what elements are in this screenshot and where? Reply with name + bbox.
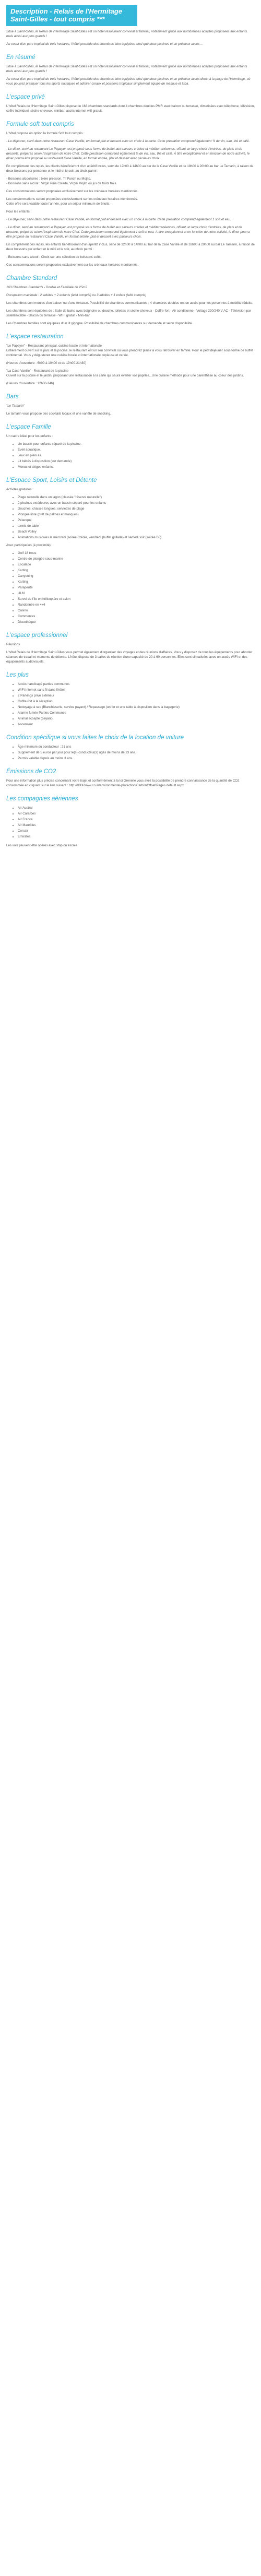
- chambre-paragraph: Les chambres sont munies d'un balcon ou d'une terrasse. Possibilité de chambres communicantes ; 4 chambres doubles ont un accès pour les personnes à mobilité réduite.: [6, 301, 253, 305]
- formule-paragraph: Ces consommations seront proposées exclusivement sur les créneaux horaires mentionnés.: [6, 190, 139, 193]
- section-bars: [6, 393, 255, 416]
- list-item: • Jeux en plein air.: [18, 453, 255, 458]
- list-item: • ULM: [18, 591, 255, 596]
- list-item: • Accès handicapé parties communes: [18, 682, 255, 687]
- list-item: • Golf 18 trous: [18, 551, 255, 556]
- list-item: • Canyoning: [18, 574, 255, 578]
- section-title-restauration: L'espace restauration: [6, 334, 64, 340]
- sport-intro-2: Avec participation (à proximité) :: [6, 543, 53, 547]
- famille-intro: Un cadre idéal pour les enfants :: [6, 434, 53, 438]
- list-item: • Coffre-fort à la réception: [18, 699, 255, 704]
- list-item: • Douches, chaises longues, serviettes de plage: [18, 506, 255, 511]
- section-title-resume: En résumé: [6, 54, 35, 61]
- co2-paragraph: Pour une information plus précise concernant votre trajet et conformément à la loi Grenelle vous avez la possibilité de prendre connaissance de la quantité de CO2 consommée en cliquant sur le lien suivant : http://XXX/www.co.in/environmental-protection/CarbonOffset/Pages default.aspx: [6, 779, 240, 787]
- section-espace-prive: [6, 93, 255, 113]
- list-item: • Pétanque: [18, 518, 255, 523]
- resto-paragraph: "La Case Vanille" - Restaurant de la piscine: [6, 369, 69, 373]
- list-item: • Plage naturelle dans un lagon (classée "réserve naturelle"): [18, 495, 255, 500]
- resto-paragraph: Entièrement ouvert sur le parc et la piscine, le restaurant est un lieu convivial où vous prendrez plaisir à vous retrouver en famille. Pour le petit déjeuner sous forme de buffet continental. Vous y dégusterez une cuisine locale et internationale copieuse et variée.: [6, 349, 253, 357]
- list-item: • Karting: [18, 580, 255, 584]
- sport-free-list: [6, 495, 255, 540]
- formule-paragraph: Ces consommations seront proposées exclusivement sur les créneaux horaires mentionnés.: [6, 263, 139, 267]
- pro-paragraph: Réunions: [6, 643, 20, 646]
- list-item: • Beach Volley: [18, 529, 255, 534]
- section-condition: [6, 734, 255, 761]
- list-item: • Air Caraïbes: [18, 811, 255, 816]
- bars-paragraph: Le tamarin vous propose des cocktails locaux et une variété de snacking.: [6, 412, 111, 416]
- list-item: • Un bassin pour enfants séparé de la piscine.: [18, 442, 255, 446]
- section-plus: [6, 671, 255, 727]
- list-item: • Nettoyage à sec (Blanchisserie, service payant) / Repassage (un fer et une table à disposition dans la bagagerie): [18, 705, 255, 710]
- list-item: • Discothèque: [18, 620, 255, 624]
- chambre-paragraph: Occupation maximale : 2 adultes + 2 enfants (lebit compris) ou 3 adultes + 1 enfant (lebit compris): [6, 293, 147, 297]
- formule-paragraph: Cette offre sera valable toute l'année, pour un séjour minimum de 5nuits.: [6, 202, 111, 206]
- list-item: • WIFI Internet sans fil dans l'hôtel: [18, 688, 255, 692]
- intro-paragraph-2: Au coeur d'un parc tropical de trois hectares, l'hôtel possède des chambres bien équipées ainsi que deux piscines et un précieux accès ...: [6, 42, 204, 46]
- section-resume: [6, 54, 255, 86]
- list-item: • Éveil aquatique.: [18, 447, 255, 452]
- formule-paragraph: Pour les enfants :: [6, 210, 32, 214]
- section-restauration: [6, 333, 255, 386]
- section-title-prive: L'espace privé: [6, 94, 45, 100]
- chambre-paragraph: 163 Chambres Standards - Double et Familiale de 25m2: [6, 286, 87, 289]
- condition-list: [6, 745, 255, 761]
- list-item: • Escalade: [18, 562, 255, 567]
- list-item: • 2 piscines extérieures avec un bassin séparé pour les enfants: [18, 501, 255, 505]
- bars-paragraph: "Le Tamarin": [6, 404, 25, 408]
- formule-paragraph: - Boissons sans alcool : Choix sur une sélection de boissons softs.: [6, 255, 102, 259]
- flights-note: Les vols peuvent être opérés avec stop ou escale: [6, 844, 77, 847]
- list-item: • Permis valable depuis au moins 3 ans.: [18, 756, 255, 761]
- list-item: • Animations musicales le mercredi (soirée Créole, vendredi (buffet grillade) et samedi soir (soirée DJ): [18, 535, 255, 540]
- section-compagnies: [6, 795, 255, 839]
- list-item: • Supplément de 5 euros par jour pour le(s) conducteur(s) âgés de moins de 23 ans.: [18, 750, 255, 755]
- formule-paragraph: - Le déjeuner, servi dans notre restaurant Case Vanille, en format plat et dessert avec un choix à la carte. Cette prestation comprend également 1 soft et eau.: [6, 218, 231, 221]
- section-title-famille: L'espace Famille: [6, 424, 51, 430]
- formule-paragraph: - Le dîner, servi au restaurant Le Papayer, est proposé sous forme de buffet aux saveurs créoles et méditerranéennes, offrant un large choix d'entrées, de plats et de desserts, préparés selon l'inspiration de notre Chef. Cette prestation comprend également 1 soft et eau. À titre exceptionnel et en fonction de notre activité, le dîner pourra être proposé au restaurant Case Vanille, en format entrée, plat et dessert avec plusieurs choix.: [6, 226, 250, 239]
- formule-paragraph: L'hôtel propose en option la formule Soft tout compris :: [6, 132, 85, 135]
- section-title-condition: Condition spécifique si vous faites le choix de la location de voiture: [6, 735, 184, 741]
- list-item: • Animal accepté (payant): [18, 716, 255, 721]
- section-famille: [6, 423, 255, 469]
- section-title-formule: Formule soft tout compris: [6, 121, 74, 127]
- list-item: • Menus et sièges enfants.: [18, 465, 255, 469]
- list-item: • Âge minimum du conducteur : 21 ans: [18, 745, 255, 749]
- formule-paragraph: - Le déjeuner, servi dans notre restaurant Case Vanille, en format plat et dessert avec un choix à la carte. Cette prestation comprend également ¼ de vin, eau, thé et café.: [6, 139, 250, 143]
- resto-paragraph: "Le Papayer" - Restaurant principal, cuisine locale et internationale: [6, 344, 102, 348]
- list-item: • Parapente: [18, 585, 255, 590]
- resume-paragraph-1: Situé à Saint-Gilles, le Relais de l'Hermitage Saint-Gilles est un hôtel résolument convivial et familial, notamment grâce aux nombreuses activités proposées aux enfants mais aussi aux plus grands !: [6, 65, 247, 73]
- list-item: • Lit bébés à disposition (sur demande): [18, 459, 255, 464]
- list-item: • Karting: [18, 568, 255, 573]
- formule-paragraph: - Boissons sans alcool : Virgin Piña Colada, Virgin Mojito ou jus de fruits frais.: [6, 182, 117, 185]
- intro-paragraph-1: Situé à Saint-Gilles, le Relais de l'Hermitage Saint-Gilles est un hôtel résolument convivial et familial, notamment grâce aux nombreuses activités proposées aux enfants mais aussi aux plus grands !: [6, 30, 247, 38]
- sport-intro: Activités gratuites :: [6, 488, 33, 491]
- formule-paragraph: Les consommations seront proposées exclusivement sur les créneaux horaires mentionnés.: [6, 197, 138, 201]
- famille-list: [6, 442, 255, 469]
- formule-paragraph: En complément des repas, les clients bénéficieront d'un apéritif inclus, servi de 12h00 à 14h00 au bar de la Case Vanille et de 18h00 à 20h00 au bar Le Tamarin, à raison de deux boissons par personne et le midi et le soir, au choix parmi :: [6, 164, 254, 173]
- list-item: • Commerces: [18, 614, 255, 619]
- section-professionnel: [6, 632, 255, 664]
- resto-paragraph: Ouvert sur la piscine et le jardin, proposant une restauration à la carte qui saura éveiller vos papilles...Une cuisine méthode pour une parenthèse au coeur des jardins.: [6, 374, 244, 377]
- list-item: • Air France: [18, 817, 255, 822]
- plus-list: [6, 682, 255, 727]
- list-item: • Casino: [18, 608, 255, 613]
- formule-paragraph: - Le dîner, servi au restaurant Le Papayer, est proposé sous forme de buffet aux saveurs créoles et méditerranéennes, offrant un large choix d'entrées, de plats et de desserts, préparés selon l'inspiration de notre Chef. Cette prestation comprend également ¼ de vin, eau, thé et café. À titre exceptionnel et en fonction de notre activité, le dîner pourra être proposé au restaurant Case Vanille, en format entrée, plat et dessert avec plusieurs choix.: [6, 147, 250, 160]
- chambre-paragraph: Les chambres sont équipées de : Salle de bains avec baignoire ou douche, toilettes et sèche-cheveux - Coffre-fort - Air conditionne - Voltage 220/240 V AC - Télévision par satellite/cable - Balcon ou terrasse - WIFI gratuit - Mini-bar: [6, 309, 251, 317]
- list-item: • Air Austral: [18, 806, 255, 810]
- sport-paid-list: [6, 551, 255, 624]
- list-item: • tennis de table: [18, 524, 255, 528]
- chambre-paragraph: Les Chambres familles sont équipées d'un lit gigogne. Possibilité de chambres communicantes sur demande et selon disponibilité.: [6, 322, 193, 325]
- list-item: • Alarme fumée Parties Communes: [18, 711, 255, 715]
- list-item: • Ascenseur: [18, 722, 255, 727]
- page: [0, 0, 261, 848]
- resto-paragraph: (Heures d'ouverture : 6h00 à 10h00 et de 19h00-21h30): [6, 361, 87, 365]
- pro-paragraph: L'hôtel Relais de l'Hermitage Saint-Gilles vous permet également d'organiser des voyages et des réunions d'affaires. Vous y disposez de tous les équipements pour aborder séances de travail et moments de détente. L'hôtel dispose de 3 salles de réunion d'une capacité de 20 à 60 personnes. Elles sont climatisées avec un accès WIFI et des équipements audiovisuels.: [6, 651, 253, 664]
- list-item: • Emirates: [18, 834, 255, 839]
- section-formule: [6, 121, 255, 267]
- section-title-sport: L'Espace Sport, Loisirs et Détente: [6, 477, 97, 483]
- section-title-chambre: Chambre Standard: [6, 275, 57, 281]
- list-item: • 2 Parkings privé extérieur: [18, 693, 255, 698]
- formule-paragraph: - Boissons alcoolisées : bière pression, Ti' Punch ou Mojito.: [6, 177, 91, 181]
- formule-paragraph: En complément des repas, les enfants bénéficieront d'un apéritif inclus, servi de 12h00 à 14h00 au bar de la Case Vanille et de 18h00 à 20h00 au bar Le Tamarin, à raison de deux boissons par enfant et le midi et le soir, au choix parmi :: [6, 243, 255, 251]
- section-title-bars: Bars: [6, 394, 19, 400]
- section-title-co2: Émissions de CO2: [6, 769, 56, 775]
- section-chambre: [6, 275, 255, 326]
- resto-paragraph: (Heures d'ouverture : 12h00-14h): [6, 382, 54, 385]
- list-item: • Corsair: [18, 829, 255, 833]
- list-item: • Randonnée en 4x4: [18, 602, 255, 607]
- list-item: • Plongée libre (prêt de palmes et masques): [18, 512, 255, 517]
- section-title-compagnies: Les compagnies aériennes: [6, 796, 78, 802]
- resume-paragraph-2: Au coeur d'un parc tropical de trois hectares, l'hôtel possède des chambres bien équipées ainsi que deux piscines et un précieux accès direct à la plage de l'Hermitage, où vous pourrez pratiquer tous les sports nautiques et admirer coraux et poissons tropicaux simplement équipé de masque et tuba.: [6, 77, 251, 86]
- list-item: • Survol de l'île en hélicoptère et avion: [18, 597, 255, 601]
- section-title-plus: Les plus: [6, 672, 29, 678]
- section-title-professionnel: L'espace professionnel: [6, 632, 68, 639]
- list-item: • Centre de plongée sous-marine: [18, 557, 255, 561]
- compagnies-list: [6, 806, 255, 839]
- section-co2: [6, 768, 255, 788]
- prive-paragraph-1: L'hôtel Relais de l'Hermitage Saint-Gilles dispose de 163 chambres standards dont 4 chambres doubles PMR avec balcon ou terrasse, climatisées avec téléphone, télévision, coffre individuel, sèche-cheveux, minibar, accès internet wifi gratuit.: [6, 104, 255, 113]
- description-banner: Description - Relais de l'Hermitage Saint-Gilles - tout compris ***: [6, 5, 137, 26]
- list-item: • Air Mauritius: [18, 823, 255, 828]
- section-sport: [6, 477, 255, 624]
